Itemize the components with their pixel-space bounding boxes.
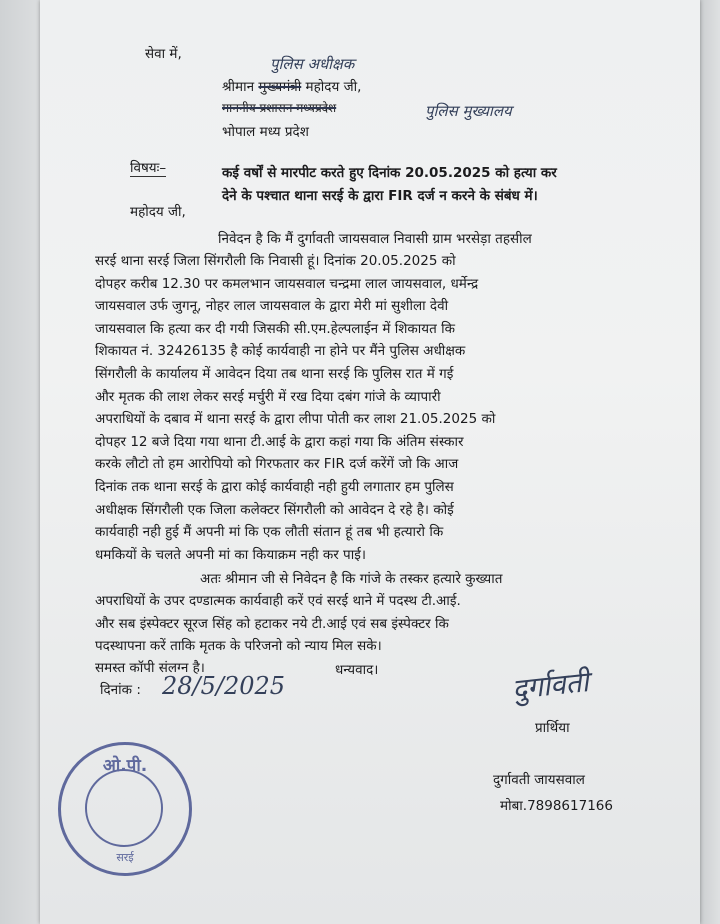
struck-line: माननीय प्रशासन मध्यप्रदेश xyxy=(222,101,337,115)
body-line: कार्यवाही नही हुई मैं अपनी मां कि एक लौती संतान हूं तब भी हत्यारो कि xyxy=(95,524,444,541)
city-line: भोपाल मध्य प्रदेश xyxy=(222,124,309,140)
request-line: अतः श्रीमान जी से निवेदन है कि गांजे के तस्कर हत्यारे कुख्यात xyxy=(200,571,503,587)
salutation-to: सेवा में, xyxy=(145,46,182,62)
signature: दुर्गावती xyxy=(510,665,591,706)
addressee-struck: मुख्यमंत्री xyxy=(258,79,302,95)
police-stamp xyxy=(58,742,192,876)
thanks: धन्यवाद। xyxy=(335,662,379,678)
applicant-name: दुर्गावती जायसवाल xyxy=(493,772,585,788)
request-first-line xyxy=(200,568,502,591)
enclosure-note: समस्त कॉपी संलग्न है। xyxy=(95,660,205,676)
body-first-line xyxy=(218,228,532,251)
addressee-prefix: श्रीमान xyxy=(222,79,255,95)
body-line: सिंगरौली के कार्यालय में आवेदन दिया तब थाना सरई कि पुलिस रात में गई xyxy=(95,365,454,382)
body-line: सरई थाना सरई जिला सिंगरौली कि निवासी हूं। दिनांक 20.05.2025 को xyxy=(95,253,456,269)
greeting: महोदय जी, xyxy=(130,204,186,220)
body-line: शिकायत नं. 32426135 है कोई कार्यवाही ना होने पर मैंने पुलिस अधीक्षक xyxy=(95,343,466,360)
subject-line: देने के पश्चात थाना सरई के द्वारा FIR दर्ज न करने के संबंध में। xyxy=(222,187,538,204)
body-line: दोपहर करीब 12.30 पर कमलभान जायसवाल चन्द्रमा लाल जायसवाल, धर्मेन्द्र xyxy=(95,275,479,292)
stamp-top-text: ओ.पी. xyxy=(102,756,148,776)
addressee-suffix: महोदय जी, xyxy=(305,79,362,95)
body-line: अपराधियों के दबाव में थाना सरई के द्वारा लीपा पोती कर लाश 21.05.2025 को xyxy=(95,411,496,428)
body-line: जायसवाल कि हत्या कर दी गयी जिसकी सी.एम.हेल्पलाईन में शिकायत कि xyxy=(95,320,455,337)
subject-label: विषयः– xyxy=(130,160,167,176)
request-line: अपराधियों के उपर दण्डात्मक कार्यवाही करें एवं सरई थाने में पदस्थ टी.आई. xyxy=(95,593,461,609)
request-line: और सब इंस्पेक्टर सूरज सिंह को हटाकर नये टी.आई एवं सब इंस्पेक्टर कि xyxy=(95,615,449,632)
handwritten-office: पुलिस अधीक्षक xyxy=(270,55,355,73)
addressee-line xyxy=(222,77,361,95)
date-handwritten: 28/5/2025 xyxy=(162,672,286,700)
subject-line: कई वर्षों से मारपीट करते हुए दिनांक 20.05.2025 को हत्या कर xyxy=(222,165,557,181)
body-line: दिनांक तक थाना सरई के द्वारा कोई कार्यवाही नही हुयी लगातार हम पुलिस xyxy=(95,478,454,495)
request-line: पदस्थापना करें ताकि मृतक के परिजनो को न्याय मिल सके। xyxy=(95,638,382,655)
handwritten-hq: पुलिस मुख्यालय xyxy=(425,102,512,120)
stamp-bottom-text: सरई xyxy=(116,851,134,864)
subject-text xyxy=(222,162,557,207)
applicant-mobile: मोबा.7898617166 xyxy=(500,798,613,814)
body-line: अधीक्षक सिंगरौली एक जिला कलेक्टर सिंगरौली को आवेदन दे रहे है। कोई xyxy=(95,501,454,518)
body-line: धमकियों के चलते अपनी मां का कियाक्रम नही कर पाई। xyxy=(95,546,366,563)
body-line: जायसवाल उर्फ जुगनू, नोहर लाल जायसवाल के द्वारा मेरी मां सुशीला देवी xyxy=(95,298,449,315)
date-label: दिनांक : xyxy=(100,682,141,698)
body-line: करके लौटो तो हम आरोपियो को गिरफतार कर FIR दर्ज करेंगें जो कि आज xyxy=(95,456,459,473)
body-paragraph xyxy=(95,250,495,566)
body-line: और मृतक की लाश लेकर सरई मर्चुरी में रख दिया दबंग गांजे के व्यापारी xyxy=(95,388,441,405)
body-line: दोपहर 12 बजे दिया गया थाना टी.आई के द्वारा कहां गया कि अंतिम संस्कार xyxy=(95,433,464,450)
request-paragraph xyxy=(95,590,461,658)
applicant-label: प्रार्थिया xyxy=(535,720,570,736)
stamp-emblem xyxy=(85,769,163,847)
body-line: निवेदन है कि मैं दुर्गावती जायसवाल निवासी ग्राम भरसेड़ा तहसील xyxy=(218,231,532,247)
